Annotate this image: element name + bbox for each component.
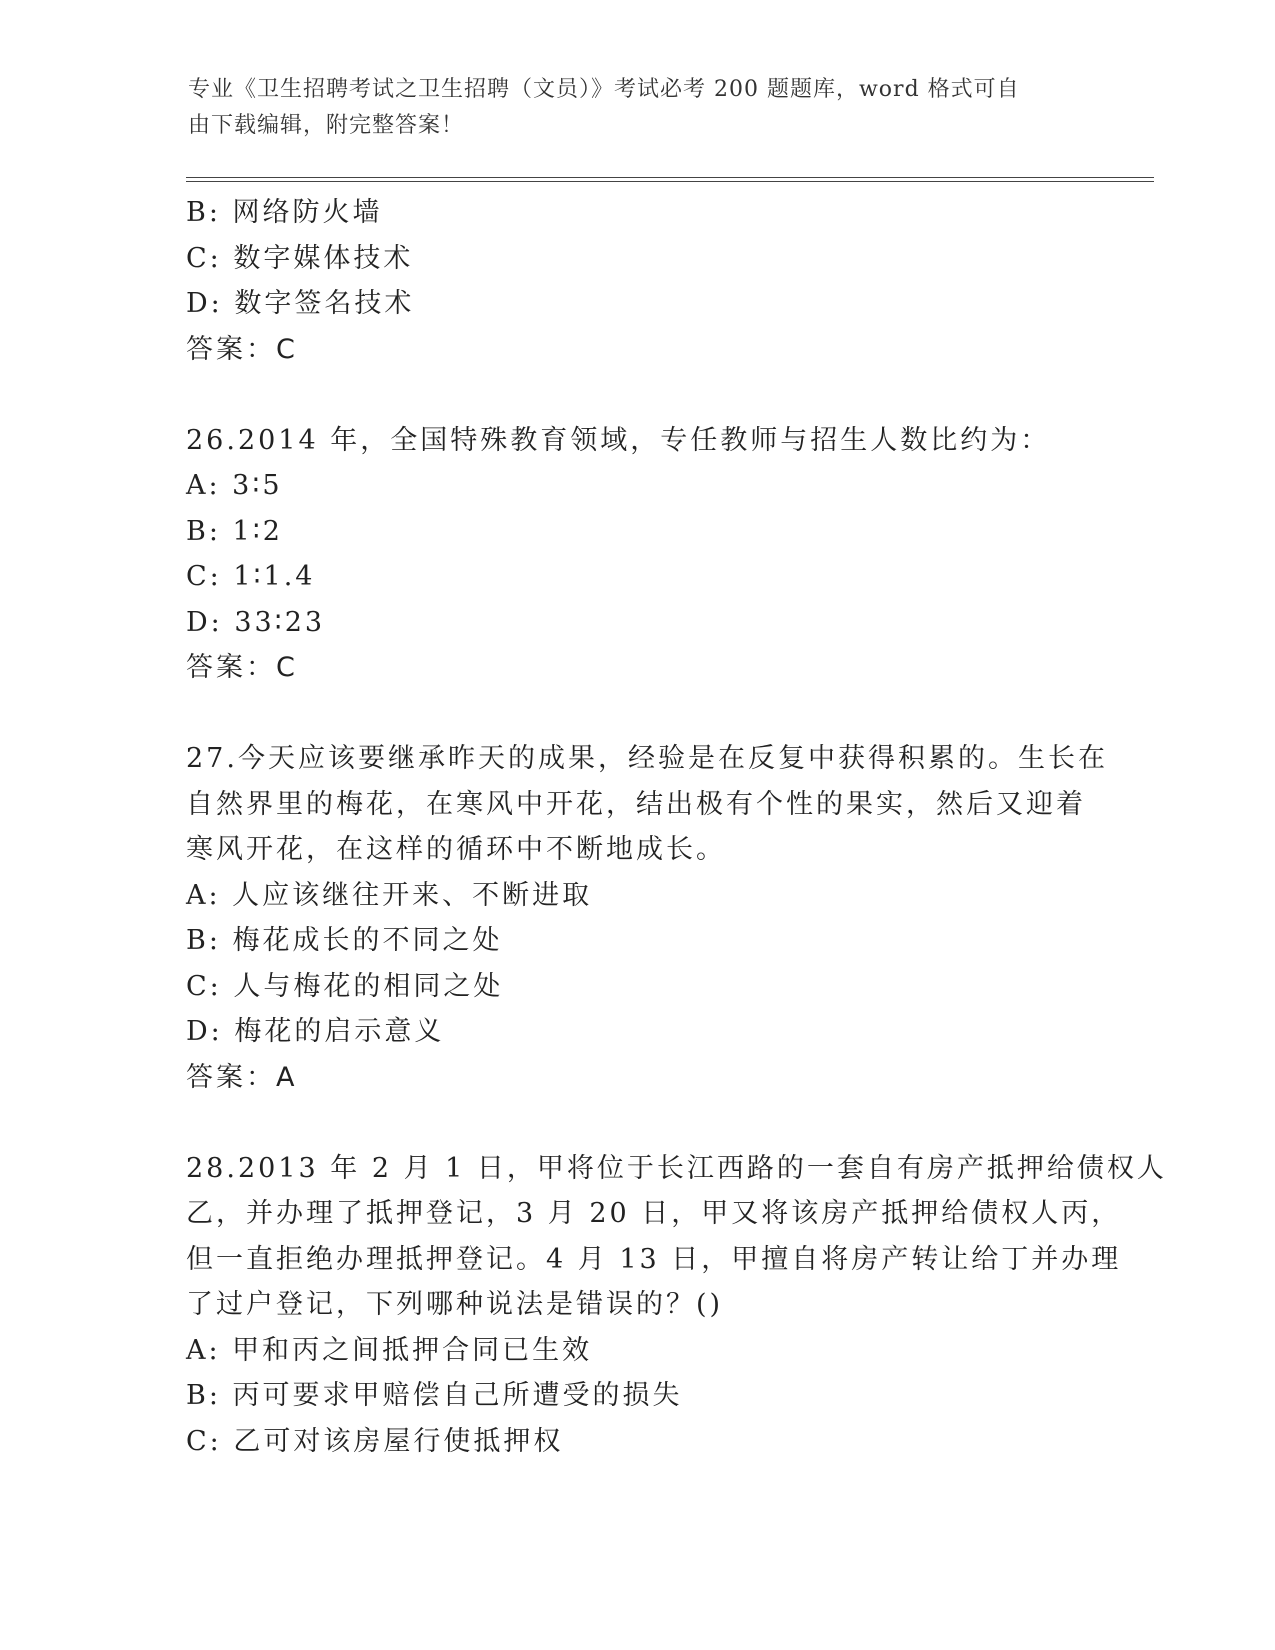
question-27 [186, 736, 1108, 1100]
question-stem-line-2: 自然界里的梅花，在寒风中开花，结出极有个性的果实，然后又迎着 [186, 788, 1086, 820]
option-a: A: 3∶5 [186, 470, 283, 501]
option-b: B: 网络防火墙 [186, 197, 383, 228]
question-25-tail [186, 190, 1086, 372]
option-c: C: 数字媒体技术 [186, 242, 414, 274]
header-line-2: 由下载编辑，附完整答案！ [188, 113, 465, 138]
question-stem-line-3: 但一直拒绝办理抵押登记。4 月 13 日，甲擅自将房产转让给丁并办理 [186, 1243, 1122, 1275]
answer: 答案：C [186, 333, 298, 365]
header-rule-top [186, 177, 1154, 178]
answer: 答案：C [186, 652, 298, 683]
header-line-1: 专业《卫生招聘考试之卫生招聘（文员）》考试必考 200 题题库，word 格式可自 [188, 77, 1020, 102]
option-c: C: 1∶1.4 [186, 561, 316, 592]
spacer [186, 372, 1086, 418]
question-28 [186, 1146, 1167, 1465]
header-rule-bottom [186, 181, 1154, 182]
option-a: A: 甲和丙之间抵押合同已生效 [186, 1334, 593, 1366]
question-stem: 26.2014 年，全国特殊教育领域，专任教师与招生人数比约为： [186, 424, 1051, 456]
question-stem-line-1: 28.2013 年 2 月 1 日，甲将位于长江西路的一套自有房产抵押给债权人 [186, 1152, 1167, 1184]
question-list [186, 190, 1167, 1464]
question-stem-line-3: 寒风开花，在这样的循环中不断地成长。 [186, 834, 726, 865]
question-stem-line-1: 27.今天应该要继承昨天的成果，经验是在反复中获得积累的。生长在 [186, 743, 1108, 774]
option-c: C: 人与梅花的相同之处 [186, 970, 504, 1002]
option-d: D: 33∶23 [186, 606, 326, 638]
question-stem-line-4: 了过户登记，下列哪种说法是错误的？() [186, 1289, 724, 1320]
option-d: D: 梅花的启示意义 [186, 1016, 445, 1047]
answer: 答案：A [186, 1061, 298, 1093]
option-b: B: 1∶2 [186, 515, 283, 547]
option-a: A: 人应该继往开来、不断进取 [186, 879, 593, 911]
question-stem-line-2: 乙，并办理了抵押登记，3 月 20 日，甲又将该房产抵押给债权人丙， [186, 1198, 1122, 1229]
document-header [188, 72, 1068, 144]
option-b: B: 梅花成长的不同之处 [186, 925, 503, 956]
option-c: C: 乙可对该房屋行使抵押权 [186, 1425, 564, 1457]
question-26 [186, 418, 1086, 691]
option-b: B: 丙可要求甲赔偿自己所遭受的损失 [186, 1380, 683, 1411]
spacer [186, 691, 1086, 737]
option-d: D: 数字签名技术 [186, 288, 415, 319]
spacer [186, 1100, 1086, 1146]
